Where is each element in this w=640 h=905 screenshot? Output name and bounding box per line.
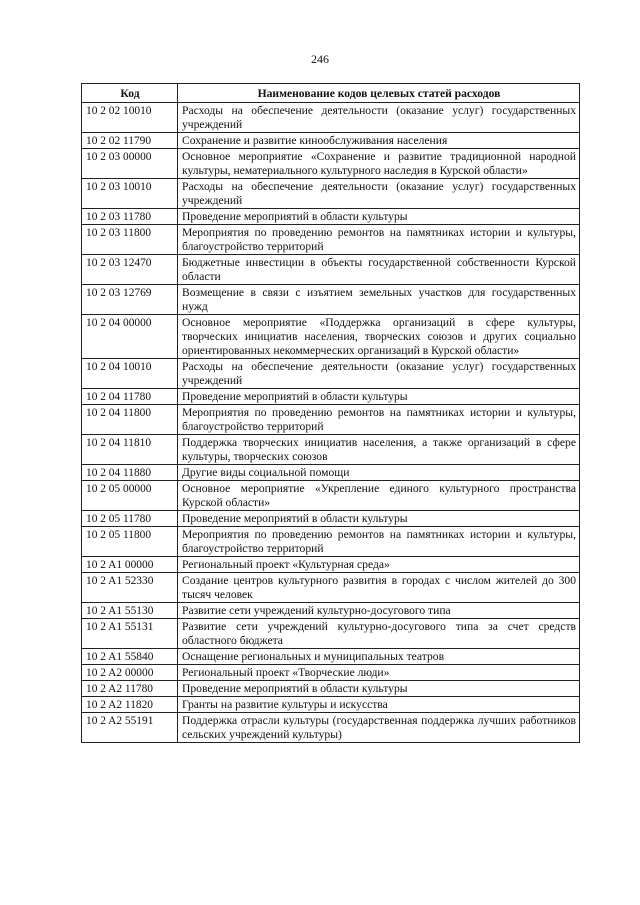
row-name: Расходы на обеспечение деятельности (оказание услуг) государственных учреждений	[178, 103, 580, 133]
row-code: 10 2 03 10010	[82, 179, 178, 209]
table-row	[82, 481, 580, 511]
row-name: Развитие сети учреждений культурно-досугового типа	[178, 603, 580, 619]
table-row	[82, 405, 580, 435]
row-name: Основное мероприятие «Укрепление единого культурного пространства Курской области»	[178, 481, 580, 511]
page-number: 246	[311, 52, 329, 66]
table-row	[82, 713, 580, 743]
row-name: Создание центров культурного развития в городах с числом жителей до 300 тысяч человек	[178, 573, 580, 603]
table-row	[82, 103, 580, 133]
row-code: 10 2 A1 00000	[82, 557, 178, 573]
row-code: 10 2 04 11880	[82, 465, 178, 481]
table-header-row	[82, 84, 580, 103]
table-row	[82, 665, 580, 681]
table-row	[82, 133, 580, 149]
table-row	[82, 697, 580, 713]
row-code: 10 2 A2 55191	[82, 713, 178, 743]
row-name: Основное мероприятие «Сохранение и развитие традиционной народной культуры, нематериального культурного наследия в Курской области»	[178, 149, 580, 179]
row-code: 10 2 04 11810	[82, 435, 178, 465]
table-row	[82, 255, 580, 285]
row-code: 10 2 04 10010	[82, 359, 178, 389]
row-name: Проведение мероприятий в области культуры	[178, 511, 580, 527]
table-row	[82, 435, 580, 465]
row-name: Проведение мероприятий в области культуры	[178, 389, 580, 405]
column-header-code: Код	[82, 84, 178, 103]
row-name: Расходы на обеспечение деятельности (оказание услуг) государственных учреждений	[178, 179, 580, 209]
row-name: Региональный проект «Культурная среда»	[178, 557, 580, 573]
row-code: 10 2 02 11790	[82, 133, 178, 149]
row-name: Другие виды социальной помощи	[178, 465, 580, 481]
table-row	[82, 557, 580, 573]
row-code: 10 2 02 10010	[82, 103, 178, 133]
table-row	[82, 179, 580, 209]
row-code: 10 2 03 11780	[82, 209, 178, 225]
table-row	[82, 389, 580, 405]
row-name: Сохранение и развитие кинообслуживания населения	[178, 133, 580, 149]
row-code: 10 2 A1 55131	[82, 619, 178, 649]
row-code: 10 2 04 11780	[82, 389, 178, 405]
row-code: 10 2 03 11800	[82, 225, 178, 255]
table-row	[82, 465, 580, 481]
row-code: 10 2 05 00000	[82, 481, 178, 511]
table-row	[82, 527, 580, 557]
row-code: 10 2 A2 00000	[82, 665, 178, 681]
row-code: 10 2 03 12769	[82, 285, 178, 315]
row-name: Проведение мероприятий в области культуры	[178, 681, 580, 697]
table-row	[82, 315, 580, 359]
row-code: 10 2 03 12470	[82, 255, 178, 285]
table-row	[82, 619, 580, 649]
row-code: 10 2 A1 55840	[82, 649, 178, 665]
row-name: Проведение мероприятий в области культуры	[178, 209, 580, 225]
row-name: Мероприятия по проведению ремонтов на памятниках истории и культуры, благоустройство территорий	[178, 405, 580, 435]
row-name: Оснащение региональных и муниципальных театров	[178, 649, 580, 665]
row-name: Развитие сети учреждений культурно-досугового типа за счет средств областного бюджета	[178, 619, 580, 649]
row-name: Региональный проект «Творческие люди»	[178, 665, 580, 681]
row-name: Мероприятия по проведению ремонтов на памятниках истории и культуры, благоустройство территорий	[178, 225, 580, 255]
table-row	[82, 149, 580, 179]
table-row	[82, 573, 580, 603]
row-code: 10 2 05 11800	[82, 527, 178, 557]
row-name: Расходы на обеспечение деятельности (оказание услуг) государственных учреждений	[178, 359, 580, 389]
table-row	[82, 285, 580, 315]
row-code: 10 2 03 00000	[82, 149, 178, 179]
row-name: Основное мероприятие «Поддержка организаций в сфере культуры, творческих инициатив населения, творческих союзов и других социально ориентированных некоммерческих организаций в Курской области»	[178, 315, 580, 359]
row-code: 10 2 A2 11780	[82, 681, 178, 697]
target-expenditure-codes-table	[81, 83, 580, 743]
row-code: 10 2 04 11800	[82, 405, 178, 435]
row-name: Бюджетные инвестиции в объекты государственной собственности Курской области	[178, 255, 580, 285]
row-code: 10 2 04 00000	[82, 315, 178, 359]
table-row	[82, 209, 580, 225]
table-row	[82, 649, 580, 665]
row-name: Мероприятия по проведению ремонтов на памятниках истории и культуры, благоустройство территорий	[178, 527, 580, 557]
row-code: 10 2 A1 52330	[82, 573, 178, 603]
column-header-name: Наименование кодов целевых статей расходов	[178, 84, 580, 103]
row-name: Возмещение в связи с изъятием земельных участков для государственных нужд	[178, 285, 580, 315]
row-code: 10 2 05 11780	[82, 511, 178, 527]
row-name: Гранты на развитие культуры и искусства	[178, 697, 580, 713]
table-row	[82, 681, 580, 697]
table-row	[82, 603, 580, 619]
row-name: Поддержка творческих инициатив населения, а также организаций в сфере культуры, творческих союзов	[178, 435, 580, 465]
row-code: 10 2 A1 55130	[82, 603, 178, 619]
row-code: 10 2 A2 11820	[82, 697, 178, 713]
table-row	[82, 225, 580, 255]
table-row	[82, 511, 580, 527]
table-row	[82, 359, 580, 389]
row-name: Поддержка отрасли культуры (государственная поддержка лучших работников сельских учреждений культуры)	[178, 713, 580, 743]
